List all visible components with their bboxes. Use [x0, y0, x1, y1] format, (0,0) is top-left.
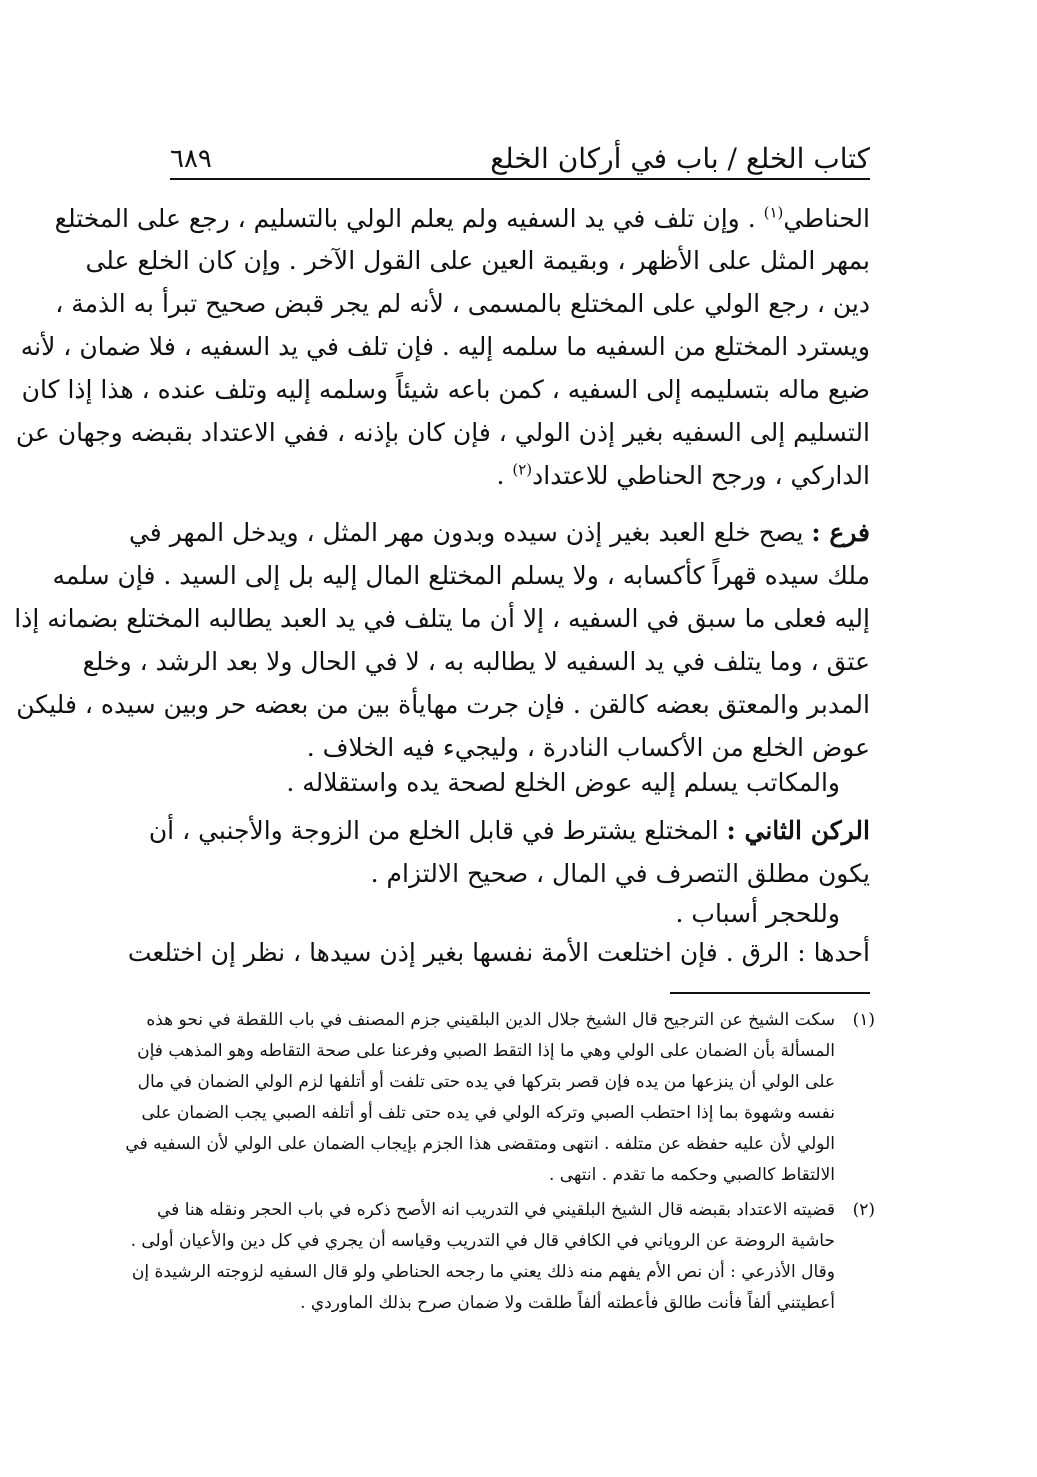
body-line: أحدها : الرق . فإن اختلعت الأمة نفسها بغير إذن سيدها ، نظر إن اختلعت: [127, 938, 870, 967]
footnote-line: المسألة بأن الضمان على الولي وهي ما إذا التقط الصبي وفرعنا على صحة التقاطه وهو المذهب فإن: [137, 1041, 835, 1061]
page-number: ٦٨٩: [170, 144, 212, 174]
body-line: ملك سيده قهراً كأكسابه ، ولا يسلم المختلع المال إليه بل إلى السيد . فإن سلمه: [52, 561, 870, 590]
body-line: ويسترد المختلع من السفيه ما سلمه إليه . فإن تلف في يد السفيه ، فلا ضمان ، لأنه: [20, 332, 870, 361]
page-header: [170, 138, 870, 180]
footnote-line: سكت الشيخ عن الترجيح قال الشيخ جلال الدين البلقيني جزم المصنف في باب اللقطة في نحو هذه: [146, 1010, 835, 1030]
body-line: والمكاتب يسلم إليه عوض الخلع لصحة يده واستقلاله .: [286, 768, 840, 797]
footnote-line: أعطيتني ألفاً فأنت طالق فأعطته ألفاً طلقت ولا ضمان صرح بذلك الماوردي .: [300, 1293, 835, 1313]
body-line: يكون مطلق التصرف في المال ، صحيح الالتزام .: [370, 859, 870, 888]
body-line: ضيع ماله بتسليمه إلى السفيه ، كمن باعه شيئاً وسلمه إليه وتلف عنده ، هذا إذا كان: [21, 375, 870, 404]
body-line: بمهر المثل على الأظهر ، وبقيمة العين على القول الآخر . وإن كان الخلع على: [85, 246, 870, 275]
footnote-line: حاشية الروضة عن الروياني في الكافي قال في التدريب وقياسه أن يجري في كل دين والأعيان أولى .: [130, 1231, 835, 1251]
body-line: إليه فعلى ما سبق في السفيه ، إلا أن ما يتلف في يد العبد يطالبه المختلع بضمانه إذا: [14, 604, 870, 633]
footnote-number-1: (١): [852, 1010, 875, 1030]
footnote-line: الولي لأن عليه حفظه عن متلفه . انتهى ومتقضى هذا الجزم بإيجاب الضمان على الولي لأن السفيه في: [125, 1134, 835, 1154]
body-line: [128, 512, 870, 554]
text-run: يصح خلع العبد بغير إذن سيده وبدون مهر المثل ، ويدخل المهر في: [128, 518, 812, 547]
running-title: كتاب الخلع / باب في أركان الخلع: [490, 142, 870, 175]
text-run: المختلع يشترط في قابل الخلع من الزوجة والأجنبي ، أن: [148, 816, 727, 845]
footnote-line: نفسه وشهوة بما إذا احتطب الصبي وتركه الولي في يده حتى تلف أو أتلفه الصبي يجب الضمان على: [141, 1103, 835, 1123]
body-line: [175, 455, 870, 497]
footnote-ref-2: (٢): [512, 460, 533, 479]
body-line: وللحجر أسباب .: [675, 899, 840, 928]
section-label-second-pillar: الركن الثاني :: [726, 816, 870, 845]
body-line: دين ، رجع الولي على المختلع بالمسمى ، لأنه لم يجر قبض صحيح تبرأ به الذمة ،: [55, 289, 870, 318]
body-line: عتق ، وما يتلف في يد السفيه لا يطالبه به ، لا في الحال ولا بعد الرشد ، وخلع: [82, 647, 870, 676]
footnote-ref-1: (١): [763, 203, 784, 222]
body-line: التسليم إلى السفيه بغير إذن الولي ، فإن كان بإذنه ، ففي الاعتداد بقبضه وجهان عن: [15, 418, 870, 447]
body-line: [54, 198, 870, 240]
footnote-divider: [670, 992, 870, 994]
body-line: المدبر والمعتق بعضه كالقن . فإن جرت مهايأة بين من بعضه حر وبين سيده ، فليكن: [16, 690, 870, 719]
body-line: [148, 810, 870, 852]
text-run: .: [496, 461, 513, 490]
footnote-line: الالتقاط كالصبي وحكمه ما تقدم . انتهى .: [548, 1165, 835, 1185]
section-label-far: فرع :: [811, 518, 870, 547]
text-run: الحناطي: [783, 204, 870, 233]
text-run: . وإن تلف في يد السفيه ولم يعلم الولي بالتسليم ، رجع على المختلع: [54, 204, 764, 233]
footnote-line: على الولي أن ينزعها من يده فإن قصر بتركها في يده حتى تلفت أو أتلفها لزم الولي الضمان في مال: [137, 1072, 835, 1092]
footnote-line: قضيته الاعتداد بقبضه قال الشيخ البلقيني في التدريب انه الأصح ذكره في باب الحجر ونقله هنا في: [157, 1200, 835, 1220]
footnote-line: وقال الأذرعي : أن نص الأم يفهم منه ذلك يعني ما رجحه الحناطي ولو قال السفيه لزوجته الرشيدة إن: [131, 1262, 835, 1282]
text-run: الداركي ، ورجح الحناطي للاعتداد: [532, 461, 870, 490]
body-line: عوض الخلع من الأكساب النادرة ، وليجيء فيه الخلاف .: [306, 733, 870, 762]
footnote-number-2: (٢): [852, 1200, 875, 1220]
